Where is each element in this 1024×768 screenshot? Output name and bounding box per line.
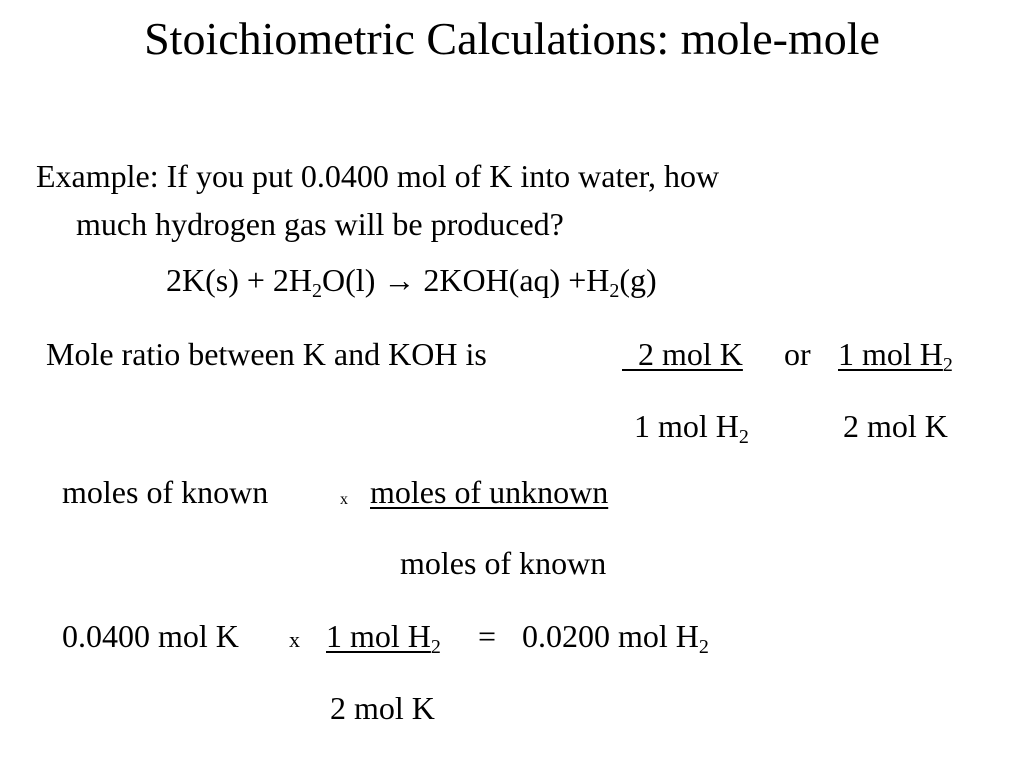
formula-known: moles of known [62,474,269,510]
formula-times: x [340,491,348,508]
formula-numerator: moles of unknown [370,474,609,510]
calc-given: 0.0400 mol K [62,618,239,654]
chemical-equation [166,262,657,302]
formula-denominator: moles of known [400,545,607,581]
calc-equals: = [478,618,497,654]
equation-part-1: 2K(s) + 2H [166,262,313,298]
equation-part-3: (g) [619,262,657,298]
equation-subscript-1: 2 [312,280,323,302]
calc-denominator: 2 mol K [330,690,435,726]
mole-ratio-label: Mole ratio between K and KOH is [46,336,487,372]
ratio-1-numerator-text: 2 mol K [638,336,743,372]
calc-numerator: 1 mol $H_2$ [326,618,441,658]
ratio-2-denominator: 2 mol K [843,408,948,444]
example-line-1: Example: If you put 0.0400 mol of K into water, how [36,158,720,194]
ratio-2-numerator: 1 mol $H_2$ [838,336,953,376]
ratio-or: or [784,336,811,372]
example-line-2: much hydrogen gas will be produced? [76,206,564,242]
calc-result: 0.0200 mol $H_2$ [522,618,709,658]
equation-part-2: O(l) → 2KOH(aq) +H [322,262,610,298]
ratio-1-denominator: 1 mol $H_2$ [634,408,749,448]
calc-times: x [289,627,300,652]
equation-subscript-2: 2 [609,280,620,302]
ratio-1-numerator [622,336,743,373]
slide-title: Stoichiometric Calculations: mole-mole [144,13,880,64]
